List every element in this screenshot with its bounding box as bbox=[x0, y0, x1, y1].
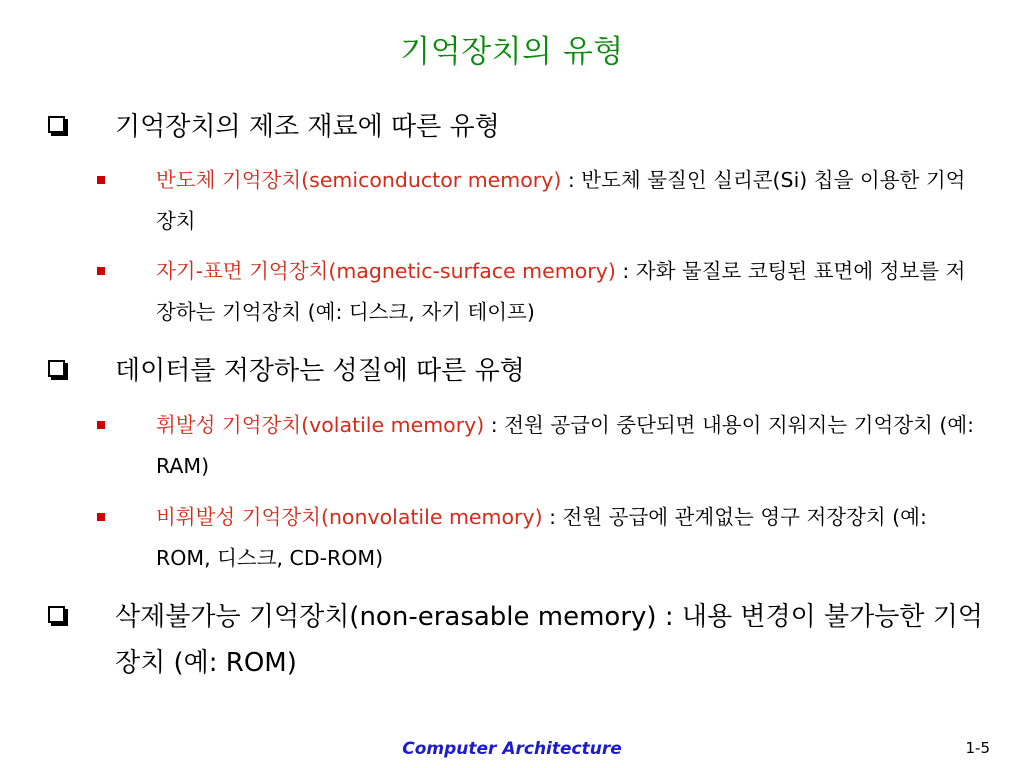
hollow-square-bullet-icon bbox=[48, 116, 65, 133]
square-bullet-icon bbox=[97, 421, 105, 429]
description: : 반도체 물질인 실리콘(Si) 칩을 이용한 기억장치 bbox=[156, 168, 966, 233]
slide-title: 기억장치의 유형 bbox=[400, 34, 624, 70]
square-bullet-icon bbox=[97, 267, 105, 275]
section-non-erasable bbox=[48, 594, 988, 686]
square-bullet-icon bbox=[97, 176, 105, 184]
description: : 자화 물질로 코팅된 표면에 정보를 저장하는 기억장치 (예: 디스크, 자기 테이프) bbox=[156, 259, 966, 324]
list-item bbox=[97, 497, 977, 579]
term: 자기-표면 기억장치(magnetic-surface memory) bbox=[156, 259, 616, 283]
square-bullet-icon bbox=[97, 513, 105, 521]
list-item bbox=[97, 405, 977, 487]
description: : 전원 공급에 관계없는 영구 저장장치 (예: ROM, 디스크, CD-ROM) bbox=[156, 505, 927, 570]
section-volatility bbox=[48, 348, 988, 394]
section-materials bbox=[48, 104, 988, 150]
list-item bbox=[97, 160, 977, 242]
term: 비휘발성 기억장치(nonvolatile memory) bbox=[156, 505, 543, 529]
description: : 전원 공급이 중단되면 내용이 지워지는 기억장치 (예: RAM) bbox=[156, 413, 975, 478]
hollow-square-bullet-icon bbox=[48, 606, 65, 623]
list-item bbox=[97, 251, 977, 333]
term: 휘발성 기억장치(volatile memory) bbox=[156, 413, 485, 437]
term: 반도체 기억장치(semiconductor memory) bbox=[156, 168, 562, 192]
hollow-square-bullet-icon bbox=[48, 360, 65, 377]
section-heading: 데이터를 저장하는 성질에 따른 유형 bbox=[115, 356, 525, 386]
section-heading: 기억장치의 제조 재료에 따른 유형 bbox=[115, 112, 500, 142]
page-number: 1-5 bbox=[965, 739, 990, 757]
section-heading: 삭제불가능 기억장치(non-erasable memory) : 내용 변경이 불가능한 기억장치 (예: ROM) bbox=[115, 602, 983, 678]
footer-course-name: Computer Architecture bbox=[402, 739, 622, 759]
